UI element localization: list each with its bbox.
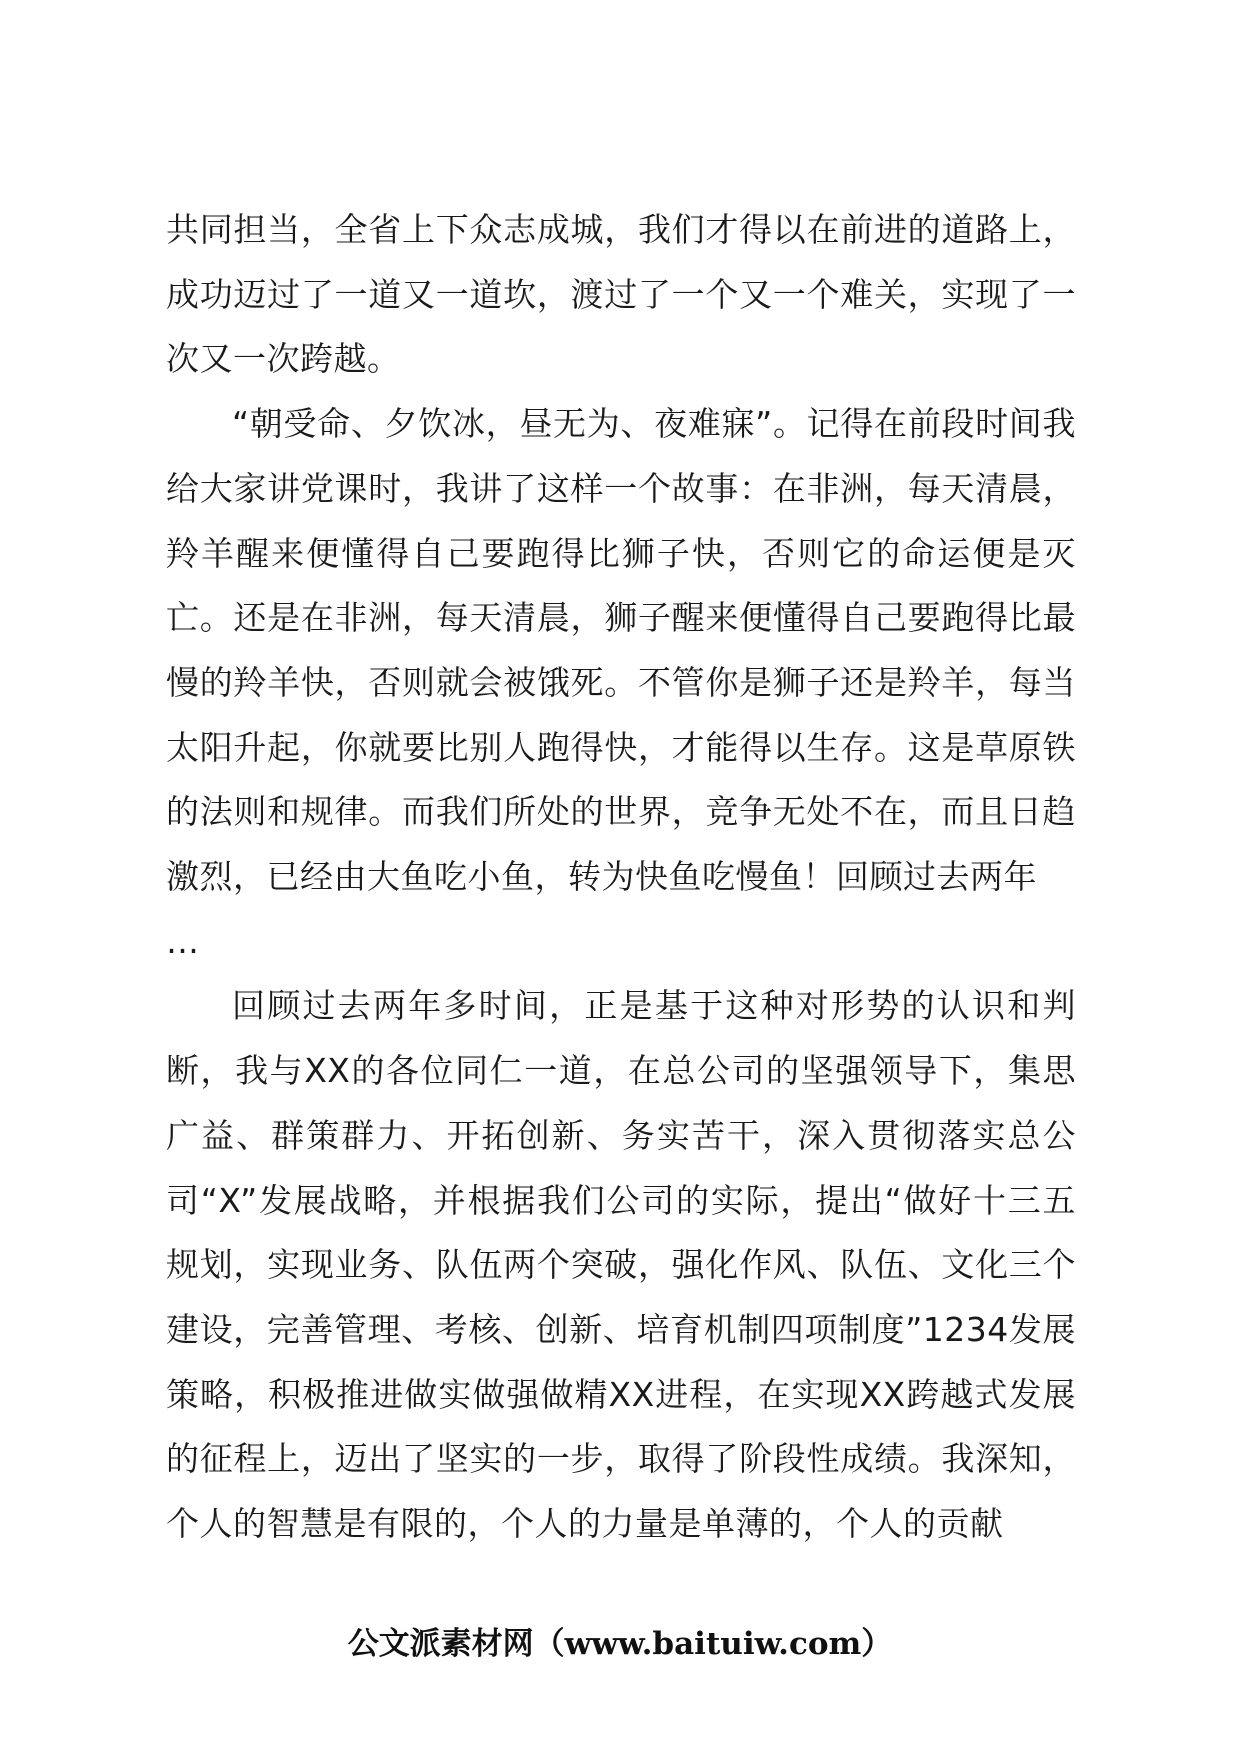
document-body bbox=[166, 198, 1076, 1557]
footer-source: 公文派素材网（www.baituiw.com） bbox=[347, 1626, 893, 1662]
paragraph-continuation: 共同担当，全省上下众志成城，我们才得以在前进的道路上，成功迈过了一道又一道坎，渡过了一个又一个难关，实现了一次又一次跨越。 bbox=[166, 210, 1076, 379]
paragraph-review: 回顾过去两年多时间，正是基于这种对形势的认识和判断，我与XX的各位同仁一道，在总公司的坚强领导下，集思广益、群策群力、开拓创新、务实苦干，深入贯彻落实总公司“X”发展战略，并根据我们公司的实际，提出“做好十三五规划，实现业务、队伍两个突破，强化作风、队伍、文化三个建设，完善管理、考核、创新、培育机制四项制度”1234发展策略，积极推进做实做强做精XX进程，在实现XX跨越式发展的征程上，迈出了坚实的一步，取得了阶段性成绩。我深知，个人的智慧是有限的，个人的力量是单薄的，个人的贡献 bbox=[166, 986, 1076, 1544]
paragraph-story: “朝受命、夕饮冰，昼无为、夜难寐”。记得在前段时间我给大家讲党课时，我讲了这样一个故事：在非洲，每天清晨，羚羊醒来便懂得自己要跑得比狮子快，否则它的命运便是灭亡。还是在非洲，每天清晨，狮子醒来便懂得自己要跑得比最慢的羚羊快，否则就会被饿死。不管你是狮子还是羚羊，每当太阳升起，你就要比别人跑得快，才能得以生存。这是草原铁的法则和规律。而我们所处的世界，竞争无处不在，而且日趋激烈，已经由大鱼吃小鱼，转为快鱼吃慢鱼！回顾过去两年 bbox=[166, 404, 1076, 897]
paragraph-ellipsis: … bbox=[166, 921, 200, 961]
